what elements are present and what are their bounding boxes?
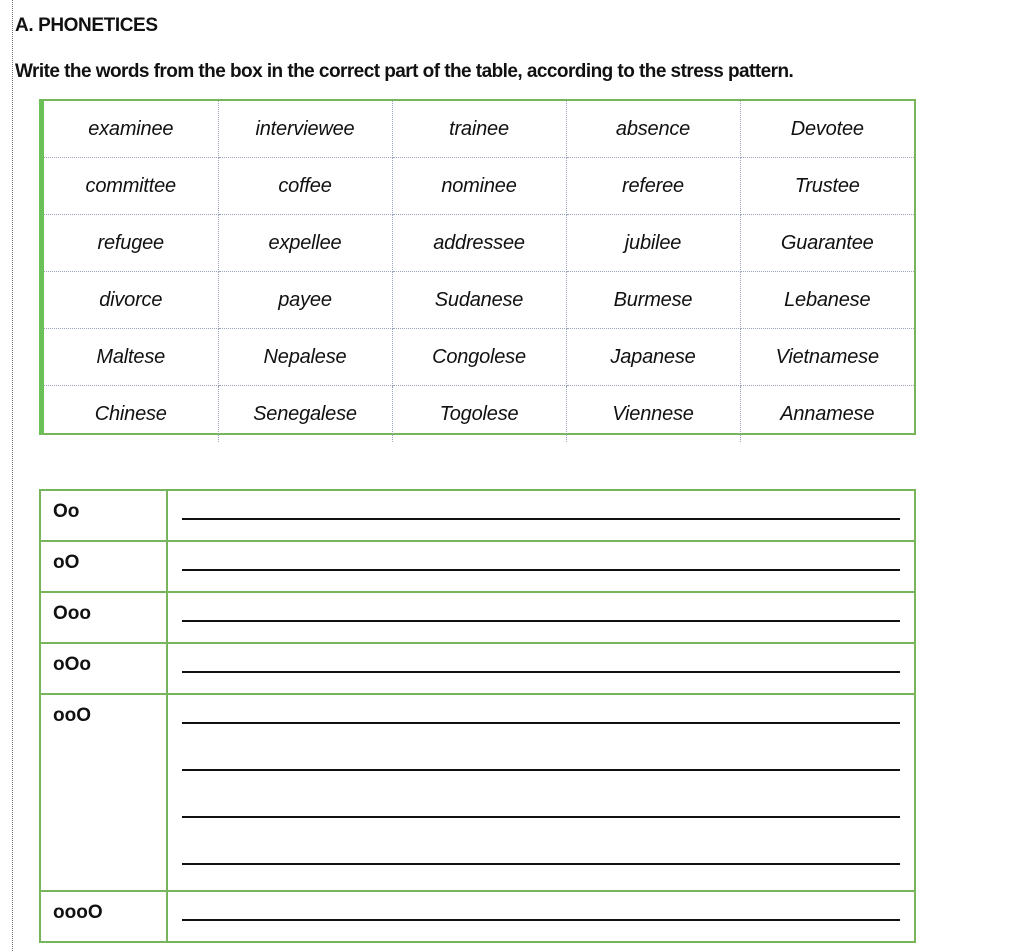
word-row	[44, 272, 914, 329]
answer-line	[182, 518, 900, 520]
page-margin-line	[12, 0, 13, 951]
answer-row	[41, 694, 914, 891]
pattern-cell	[41, 541, 167, 592]
word-cell: absence	[566, 101, 740, 158]
pattern-cell	[41, 643, 167, 694]
word-cell: Chinese	[44, 386, 218, 443]
answer-line	[182, 569, 900, 571]
word-cell: addressee	[392, 215, 566, 272]
word-cell: jubilee	[566, 215, 740, 272]
word-cell: Sudanese	[392, 272, 566, 329]
word-cell: Togolese	[392, 386, 566, 443]
word-cell: Burmese	[566, 272, 740, 329]
pattern-cell	[41, 592, 167, 643]
word-cell: referee	[566, 158, 740, 215]
answer-line	[182, 863, 900, 865]
word-row	[44, 158, 914, 215]
stress-pattern-label: oO	[53, 551, 80, 573]
word-cell: Nepalese	[218, 329, 392, 386]
answer-line	[182, 671, 900, 673]
answer-row	[41, 891, 914, 941]
pattern-cell	[41, 694, 167, 891]
answer-blank[interactable]	[168, 836, 914, 883]
answer-table	[39, 489, 916, 943]
word-cell: Maltese	[44, 329, 218, 386]
answer-cell[interactable]	[167, 891, 914, 941]
answer-blank[interactable]	[168, 892, 914, 939]
stress-pattern-label: oOo	[53, 653, 91, 675]
word-cell: Lebanese	[740, 272, 914, 329]
word-row	[44, 329, 914, 386]
answer-cell[interactable]	[167, 592, 914, 643]
stress-pattern-label: oooO	[53, 902, 103, 924]
answer-row	[41, 592, 914, 643]
answer-cell[interactable]	[167, 643, 914, 694]
answer-row	[41, 491, 914, 541]
stress-pattern-label: ooO	[53, 704, 91, 726]
answer-blank[interactable]	[168, 644, 914, 691]
word-cell: Vietnamese	[740, 329, 914, 386]
word-cell: Devotee	[740, 101, 914, 158]
instruction-text: Write the words from the box in the correct part of the table, according to the stress pattern.	[15, 61, 794, 82]
word-cell: expellee	[218, 215, 392, 272]
word-cell: Japanese	[566, 329, 740, 386]
section-title: A. PHONETICES	[15, 15, 158, 36]
word-cell: payee	[218, 272, 392, 329]
answer-blank[interactable]	[168, 695, 914, 742]
word-cell: examinee	[44, 101, 218, 158]
answer-line	[182, 919, 900, 921]
word-cell: Congolese	[392, 329, 566, 386]
word-row	[44, 215, 914, 272]
word-row	[44, 386, 914, 443]
answer-blank[interactable]	[168, 593, 914, 640]
answer-table-grid	[41, 491, 914, 941]
stress-pattern-label: Ooo	[53, 602, 91, 624]
word-box-table	[44, 101, 914, 442]
answer-cell[interactable]	[167, 491, 914, 541]
answer-line	[182, 816, 900, 818]
pattern-cell	[41, 491, 167, 541]
answer-blank[interactable]	[168, 491, 914, 538]
word-cell: divorce	[44, 272, 218, 329]
answer-blank[interactable]	[168, 542, 914, 589]
word-cell: nominee	[392, 158, 566, 215]
answer-row	[41, 643, 914, 694]
word-cell: trainee	[392, 101, 566, 158]
word-cell: committee	[44, 158, 218, 215]
answer-line	[182, 769, 900, 771]
answer-cell[interactable]	[167, 694, 914, 891]
word-cell: Guarantee	[740, 215, 914, 272]
answer-blank[interactable]	[168, 742, 914, 789]
word-cell: refugee	[44, 215, 218, 272]
word-cell: Annamese	[780, 402, 875, 425]
answer-cell[interactable]	[167, 541, 914, 592]
word-cell: coffee	[218, 158, 392, 215]
word-cell: Trustee	[740, 158, 914, 215]
pattern-cell	[41, 891, 167, 941]
word-box	[39, 99, 916, 435]
answer-blank[interactable]	[168, 789, 914, 836]
word-cell: interviewee	[218, 101, 392, 158]
answer-line	[182, 722, 900, 724]
word-row	[44, 101, 914, 158]
word-cell: Viennese	[566, 386, 740, 443]
word-cell: Senegalese	[218, 386, 392, 443]
answer-line	[182, 620, 900, 622]
answer-row	[41, 541, 914, 592]
stress-pattern-label: Oo	[53, 501, 80, 522]
